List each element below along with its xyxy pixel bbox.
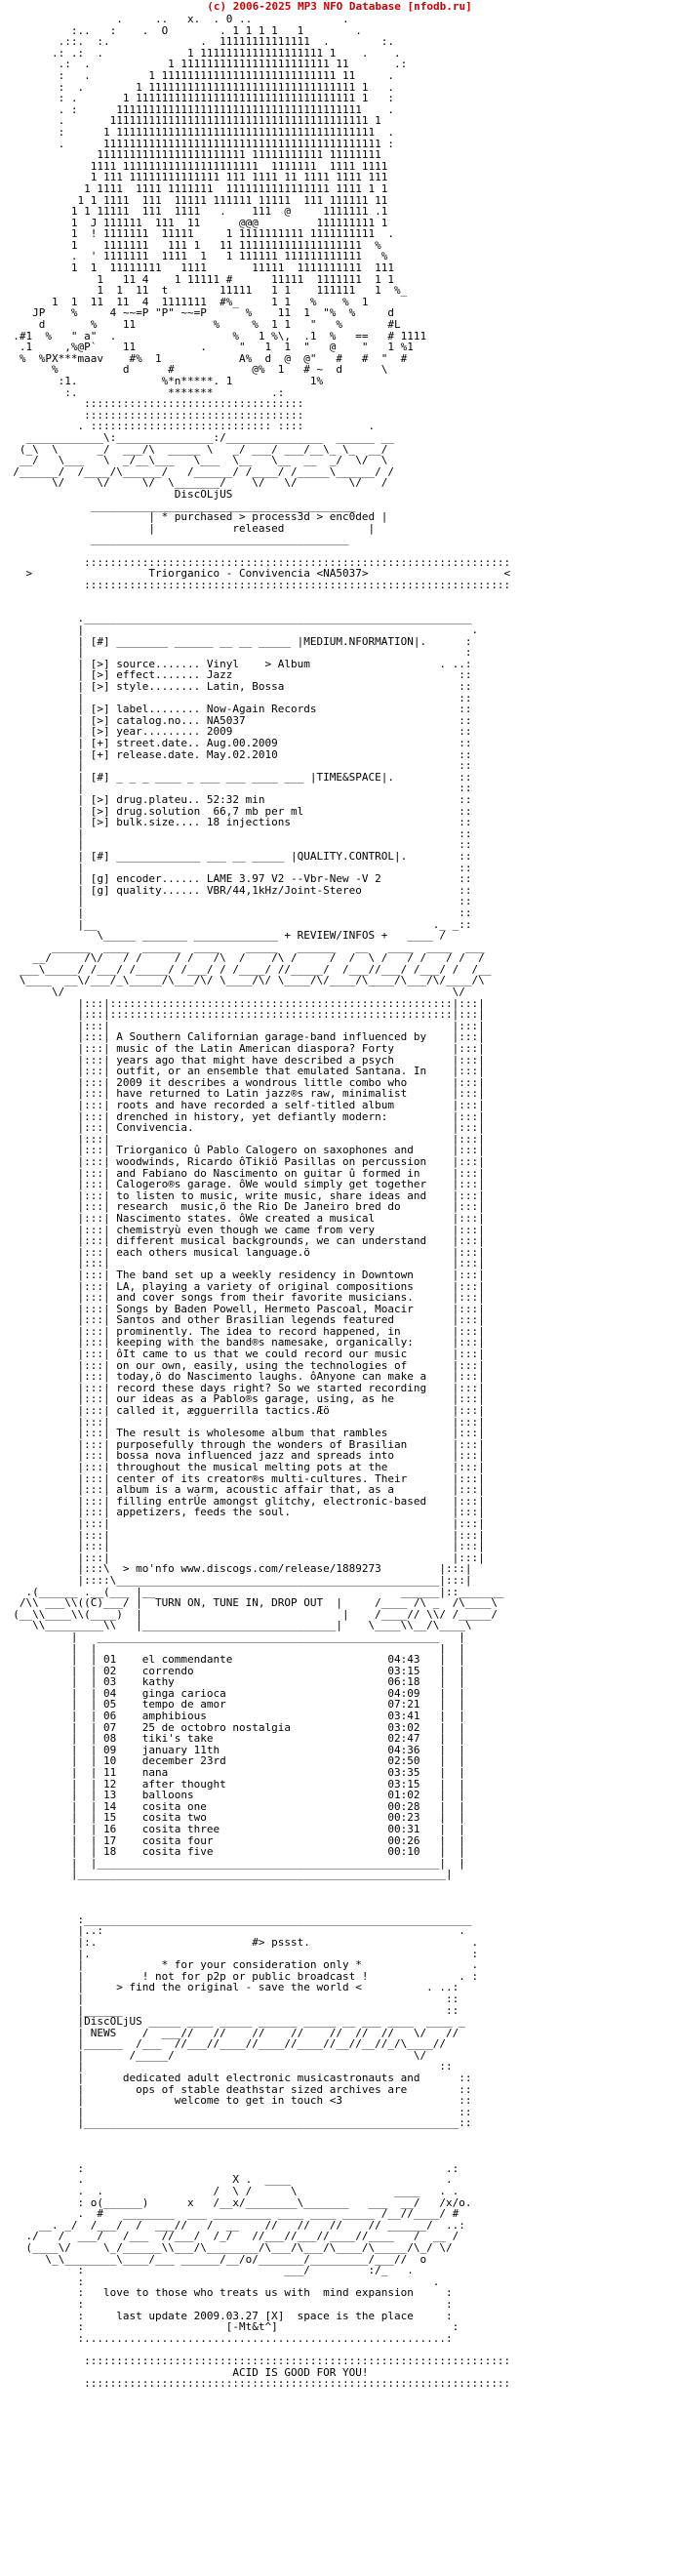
nfo-ascii-text: . .. x. . 0 .. . :.. : . O . 1 1 1 1 1 . .::. :. . 11111111111111 . :. .: .: . 1 1111111111111111111 1 . . .: . 1 11111111111111111111111 11 .: : . 1 111111111111111111111111111 11 . : . 1 11111111111111111111111111111111 1 . : . 1 1111111111111111111111111111111111 1 : . : 11111111111111111111111111111111111111 . . 1111111111111111111111111111111111111111 1 : 1 1111111111111111111111111111111111111111 . . 1111111111111111111111111111111111111111111 : 11111111111111111111111 11111111111 11111111 1111 111111111111111111111 1111111 1111 1111 1 111 11111111111111 111 1111 11 1111 1111 111 1 1111 1111 1111111 1111111111111111 1111 1 1 1 1 1111 111 11111 111111 11111 111 111111 11 1 1 11111 111 1111 . 111 @ 1111111 .1 1 J 111111 111 11 @@@ 111111111 1 1 ! 1111111 11111 1 1111111111 1111111111 . 1 1111111 111 1 11 1111111111111111111 % . ' 1111111 1111 1 1 111111 111111111111 % 1 1 11111111 1111 11111 1111111111 111 1 11 4 1 11111 # 11111 1111111 1 1 1 1 11 t 11111 1 1 111111 1 %_ 1 1 11 11 4 1111111 #%_ 1 1 % % 1 JP % 4 ~~=P "P" ~~=P % 11 1 "% % d d % 11 % % 1 1 " % #L .#1 % " a" . % 1 %\, .1 % == # 1111 .1 ,%@P` 11 . " 1 1 " @ " 1 %1 % %PX***maav #% 1 A% d @ @" # # " # % d # @% 1 # ~ d \ :1. %*n*****. 1 1% :. ******* .: :::::::::::::::::::::::::::::::::: :::::::::::::::::::::::::::::::::: . :::::::::::::::::::::::::::: :::: . ____________\:_______________:/_______________ ______ __ (_\ \ _/ ___/\ _____ \ _/ ___/ ___/__\_ \_ __/ __/ \___ \ _/__\___ \___ \__ \__ __ _/ \/ \ /______/ /____/\______/ /______/ /____/ /_____\______/ / \/ \/ \/ \_______/ \/ \/ \/ / DiscOLjUS _________________________________________ | * purchased > process3d > enc0ded | | released | ________________________________________ :::::::::::::::::::::::::::::::::::::::::::::::::::::::::::::::::: > Triorganico - Convivencia <NA5037> < :::::::::::::::::::::::::::::::::::::::::::::::::::::::::::::::::: .____________________________________________________________ | . | [#] ________ ______ __ __ _____ |MEDIUM.NFORMATION|. : | : | [>] source....... Vinyl > Album . ..: | [>] effect....... Jazz :: | [>] style........ Latin, Bossa :: | :: | [>] label........ Now-Again Records :: | [>] catalog.no... NA5037 :: | [>] year......... 2009 :: | [+] street.date.. Aug.00.2009 :: | [+] release.date. May.02.2010 :: | :: | [#] _ _ _ ____ _ ___ ___ ____ ___ |TIME&SPACE|. :: | :: | [>] drug.plateu.. 52:32 min :: | [>] drug.solution 66,7 mb per ml :: | [>] bulk.size.... 18 injections :: | :: | :: | [#] _____________ ___ __ _____ |QUALITY.CONTROL|. :: | :: | [g] encoder...... LAME 3.97 V2 --Vbr-New -V 2 :: | [g] quality...... VBR/44,1kHz/Joint-Stereo :: | :: | :: |__ ._ _:: \_____ _______ _____________ + REVIEW/INFOS + ____ / ______ ____ ______ ____ _____ ______ __ ____ ____ ___ __/ /\/ / / / / /\ / /\ / / / \ / / / / / / ___\_____/ /___/ /_____/ /___/ / /____/ //_____/ /___//___/ /___/ / /__ \____ __\/___/_\_____/\___/\/ \____/\/ \____/\/____/\____/\___/\/____/\ \/ \/ |:::|:::::::::::::::::::::::::::::::::::::::::::::::::::::|:::| |:::|:::::::::::::::::::::::::::::::::::::::::::::::::::::|:::| |:::| |:::| |:::| A Southern Californian garage-band influenced by |:::| |:::| music of the Latin American diaspora? Forty |:::| |:::| years ago that might have described a psych |:::| |:::| outfit, or an ensemble that emulated Santana. In |:::| |:::| 2009 it describes a wondrous little combo who |:::| |:::| have returned to Latin jazz®s raw, minimalist |:::| |:::| roots and have recorded a self-titled album |:::| |:::| drenched in history, yet defiantly modern: |:::| |:::| Convivencia. |:::| |:::| |:::| |:::| Triorganico û Pablo Calogero on saxophones and |:::| |:::| woodwinds, Ricardo ôTikiö Pasillas on percussion |:::| |:::| and Fabiano do Nascimento on guitar û formed in |:::| |:::| Calogero®s garage. ôWe would simply get together |:::| |:::| to listen to music, write music, share ideas and |:::| |:::| research music,ö the Rio De Janeiro bred do |:::| |:::| Nascimento states. ôWe created a musical |:::| |:::| chemistryù even though we came from very |:::| |:::| different musical backgrounds, we can understand |:::| |:::| each others musical language.ö |:::| |:::| |:::| |:::| The band set up a weekly residency in Downtown |:::| |:::| LA, playing a variety of original compositions |:::| |:::| and cover songs from their favorite musicians. |:::| |:::| Songs by Baden Powell, Hermeto Pascoal, Moacir |:::| |:::| Santos and other Brasilian legends featured |:::| |:::| prominently. The idea to record happened, in |:::| |:::| keeping with the band®s namesake, organically: |:::| |:::| ôIt came to us that we could record our music |:::| |:::| on our own, easily, using the technologies of |:::| |:::| today,ö do Nascimento laughs. ôAnyone can make a |:::| |:::| record these days right? So we started recording |:::| |:::| our ideas as a Pablo®s garage, using, as he |:::| |:::| called it, ægguerrilla tactics.Æö |:::| |:::| |:::| |:::| The result is wholesome album that rambles |:::| |:::| purposefully through the wonders of Brasilian |:::| |:::| bossa nova influenced jazz and spreads into |:::| |:::| throughout the musical melting pots at the |:::| |:::| center of its creator®s multi-cultures. Their |:::| |:::| album is a warm, acoustic affair that, as a |:::| |:::| filling entrÚe amongst glitchy, electronic-based |:::| |:::| appetizers, feeds the soul. |:::| |:::| |:::| |:::| |:::| |:::| |:::| |:::| |:::| |:::\ > mo'nfo www.discogs.com/release/1889273 |:::| |::::\__________________________________________________|:::| .(______ .__(___ |__ ______|::_______ /\\ ___\\((C)___/ | TURN ON, TUNE IN, DROP OUT | /____ /\ _ /\____\ (__\\____\\(____) | | /____// \\/ /_____/ \\_________\\ |______________________________| \____\\__/\____\ | _____________________________________________________ | | | | | | | 01 el commendante 04:43 | | | | 02 correndo 03:15 | | | | 03 kathy 06:18 | | | | 04 ginga carioca 04:09 | | | | 05 tempo de amor 07:21 | | | | 06 amphibious 03:41 | | | | 07 25 de octobro nostalgia 03:02 | | | | 08 tiki's take 02:47 | | | | 09 january 11th 04:36 | | | | 10 december 23rd 02:50 | | | | 11 nana 03:35 | | | | 12 after thought 03:15 | | | | 13 balloons 01:02 | | | | 14 cosita one 00:28 | | | | 15 cosita two 00:23 | | | | 16 cosita three 00:31 | | | | 17 cosita four 00:26 | | | | 18 cosita five 00:10 | | | |_____________________________________________________| | |_________________________________________________________| :____________________________________________________________ |..: . |:. #> pssst. . |. : | * for your consideration only * . | ! not for p2p or public broadcast ! . : | > find the original - save the world < . ..: | :: |______ :: |DiscOLjUS _____ ____ _____ ______ _____ __ ___ ____ ____ _ | NEWS / ___// // // // // // // \/ // |______ /___ //___//____//____//____//__//__//_/\____// | /_____/ \/ | :: | dedicated adult electronic musicastronauts and :: | ops of stable deathstar sized archives are :: | welcome to get in touch <3 :: | :: |__________________________________________________________:: : .: . X . ____ . . . / \ / \ ____ . . : o(______) x /__x/________\_______ ___ __/ /x/o. . # ________ ___ _________ ____ ____ _____ /__//____/ # __. _/ /___/ / ___// / __ // // // // ______/ ..: ./ / ___/ /___ //___/ /_/ //___//___//____//____ / __ / (____\/ \_/______\\___/\________/\___/\___/\____/\_____/\_/ \/ \_\________\____/___ ______/__/o/_______/_________/___// o : ___/ :/_ . : . : love to those who treats us with mind expansion : : : : last update 2009.03.27 [X] space is the place : : [-Mt&t^] : :........................................................: :::::::::::::::::::::::::::::::::::::::::::::::::::::::::::::::::: ACID IS GOOD FOR YOU! :::::::::::::::::::::::::::::::::::::::::::::::::::::::::::::::::: <box>13 14 511 2391</box>
nfo-document <box>0 14 679 2576</box>
page-header: (c) 2006-2025 MP3 NFO Database [nfodb.ru] <box>207 0 472 13</box>
